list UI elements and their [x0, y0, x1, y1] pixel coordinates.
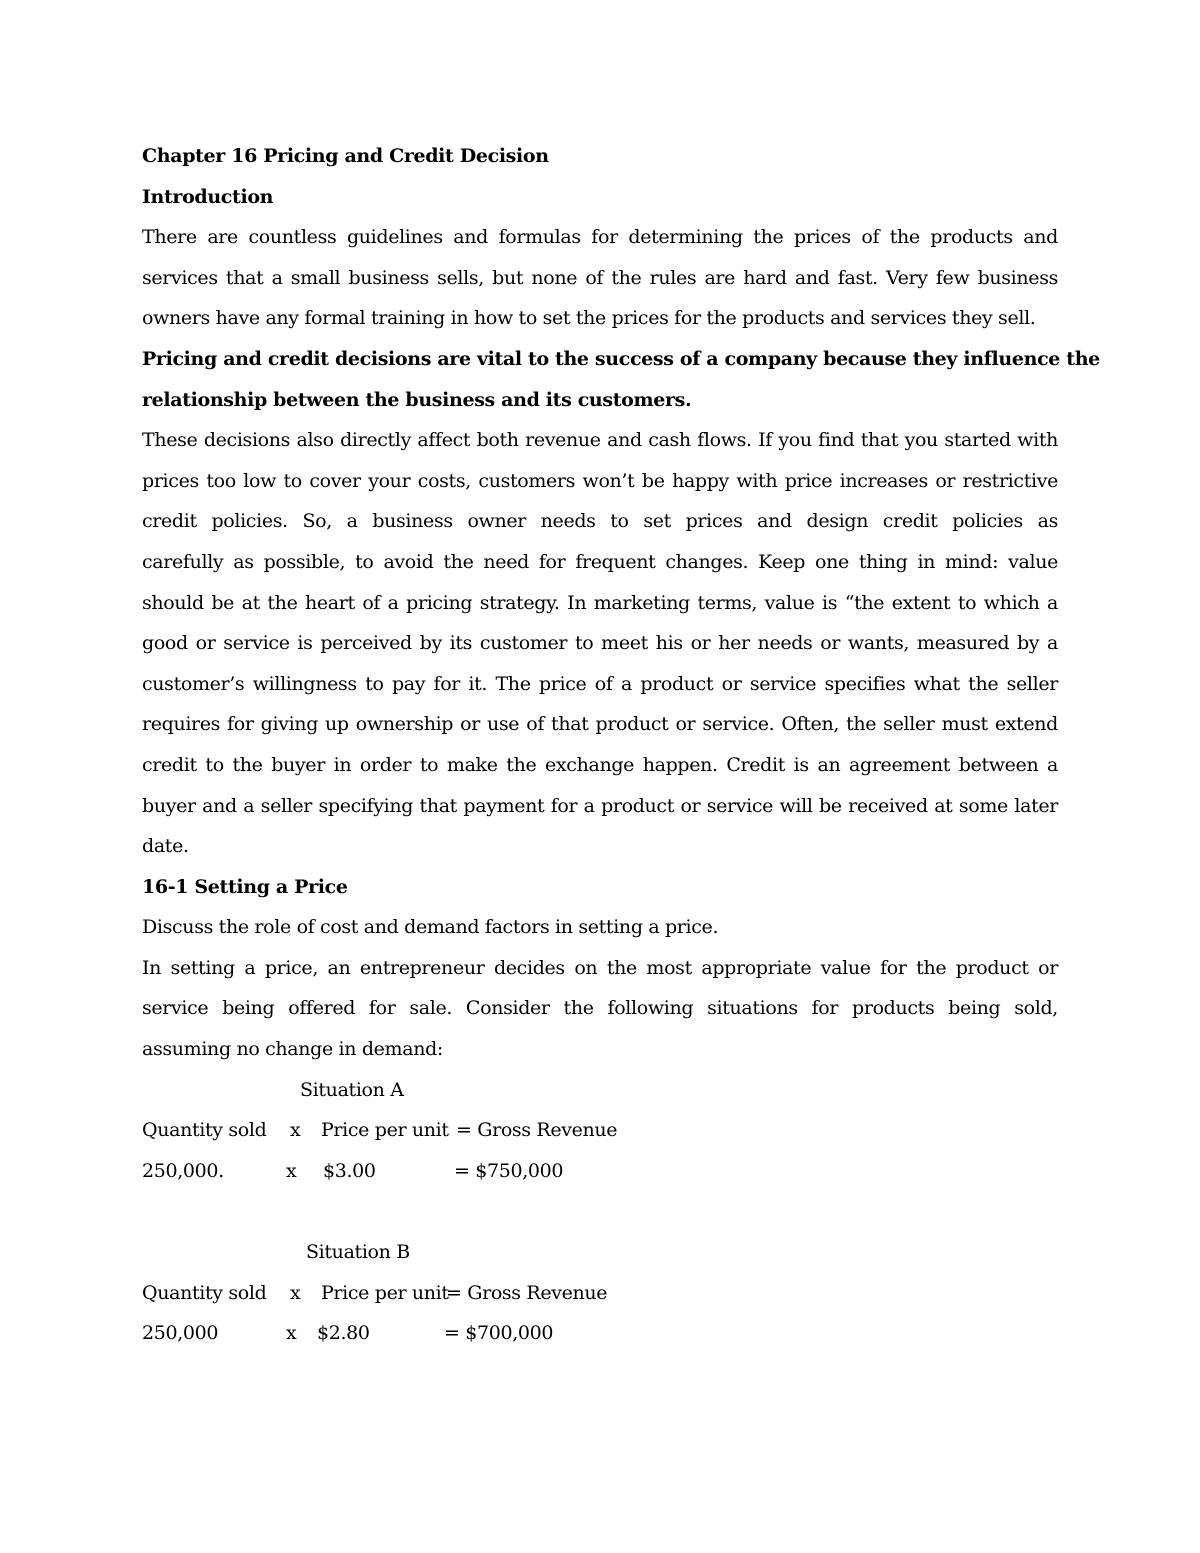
body-line: prices too low to cover your costs, customers won’t be happy with price increases or restrictive [142, 469, 1058, 492]
price-header: Price per unit [321, 1281, 449, 1304]
situation-a-header-row [142, 1110, 1058, 1151]
section-line: assuming no change in demand: [142, 1038, 443, 1061]
section-line: service being offered for sale. Consider the following situations for products being sold, [142, 997, 1058, 1020]
bold-statement-line: relationship between the business and its customers. [142, 388, 692, 411]
revenue-header: = Gross Revenue [456, 1119, 618, 1142]
intro-line: services that a small business sells, but none of the rules are hard and fast. Very few business [142, 266, 1058, 289]
section-objective: Discuss the role of cost and demand factors in setting a price. [142, 916, 719, 939]
body-line: credit to the buyer in order to make the exchange happen. Credit is an agreement between a [142, 753, 1058, 776]
price-value: $2.80 [317, 1322, 370, 1345]
situation-a-title: Situation A [300, 1078, 404, 1101]
section-line: In setting a price, an entrepreneur decides on the most appropriate value for the product or [142, 956, 1058, 979]
body-line: customer’s willingness to pay for it. The price of a product or service specifies what the seller [142, 672, 1058, 695]
quantity-value: 250,000. [142, 1159, 224, 1182]
times-sign: x [286, 1159, 297, 1182]
situation-b-value-row [142, 1313, 1058, 1354]
situation-a-title-row [142, 1070, 1058, 1111]
body-line: requires for giving up ownership or use of that product or service. Often, the seller must extend [142, 713, 1058, 736]
section-heading: 16-1 Setting a Price [142, 875, 348, 898]
revenue-value: = $700,000 [444, 1322, 554, 1345]
intro-line: There are countless guidelines and formulas for determining the prices of the products and [142, 226, 1058, 249]
body-line: good or service is perceived by its customer to meet his or her needs or wants, measured by a [142, 632, 1058, 655]
quantity-value: 250,000 [142, 1322, 219, 1345]
price-value: $3.00 [323, 1159, 376, 1182]
body-line: date. [142, 835, 189, 858]
bold-statement-line: Pricing and credit decisions are vital to the success of a company because they influence the [142, 347, 1100, 370]
situation-b-title-row [142, 1232, 1058, 1273]
body-line: carefully as possible, to avoid the need for frequent changes. Keep one thing in mind: value [142, 550, 1058, 573]
body-line: buyer and a seller specifying that payment for a product or service will be received at some later [142, 794, 1058, 817]
price-header: Price per unit [321, 1119, 449, 1142]
situation-b-title: Situation B [306, 1241, 410, 1264]
body-line: should be at the heart of a pricing strategy. In marketing terms, value is “the extent to which a [142, 591, 1058, 614]
situation-a-value-row [142, 1151, 1058, 1192]
introduction-heading: Introduction [142, 185, 274, 208]
body-line: credit policies. So, a business owner needs to set prices and design credit policies as [142, 510, 1058, 533]
quantity-header: Quantity sold [142, 1281, 267, 1304]
times-sign: x [290, 1281, 301, 1304]
situation-b-header-row [142, 1273, 1058, 1314]
spacer [142, 1191, 1058, 1232]
revenue-value: = $750,000 [454, 1159, 564, 1182]
times-sign: x [290, 1119, 301, 1142]
quantity-header: Quantity sold [142, 1119, 267, 1142]
intro-line: owners have any formal training in how to set the prices for the products and services they sell. [142, 307, 1036, 330]
chapter-title: Chapter 16 Pricing and Credit Decision [142, 145, 549, 167]
body-line: These decisions also directly affect both revenue and cash flows. If you find that you started with [142, 429, 1058, 452]
revenue-header: = Gross Revenue [446, 1281, 608, 1304]
document-page [142, 136, 1100, 1354]
times-sign: x [286, 1322, 297, 1345]
